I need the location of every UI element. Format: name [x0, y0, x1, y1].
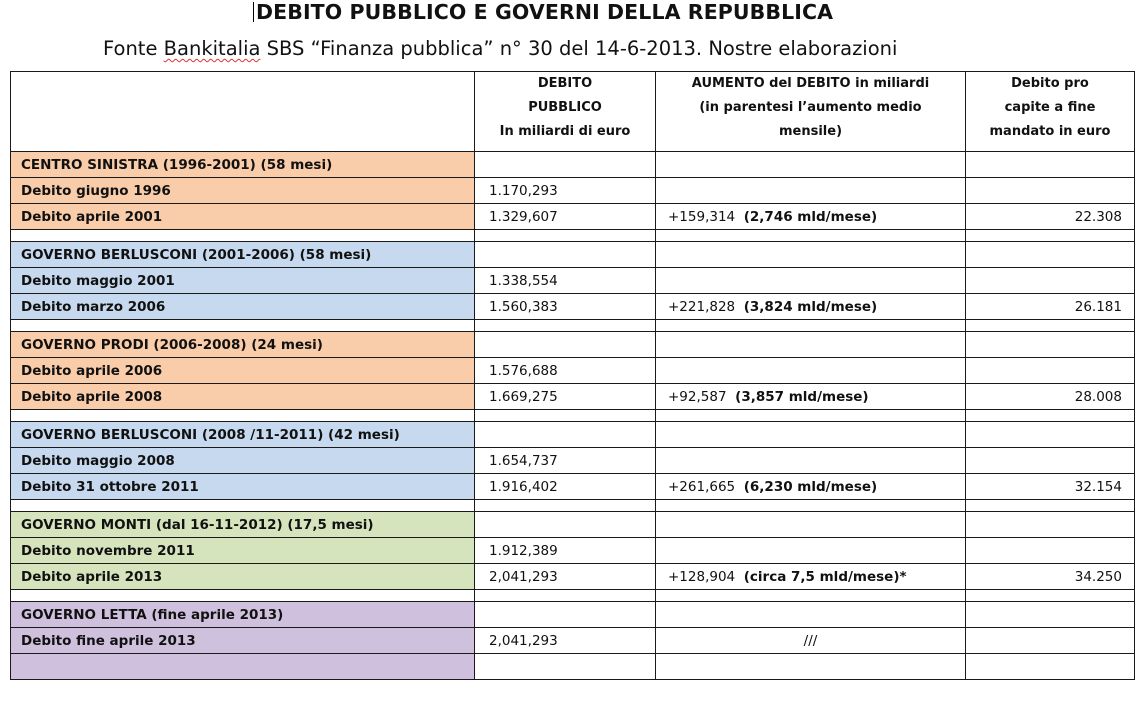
empty-cell: [475, 654, 656, 680]
period-start-row: [11, 448, 1135, 474]
per-capita-debt: 32.154: [966, 474, 1135, 500]
empty-cell: [966, 152, 1135, 178]
start-debt-value: 1.654,737: [475, 448, 656, 474]
empty-cell: [475, 152, 656, 178]
header-empty-cell: [11, 72, 475, 152]
spacer-cell: [11, 230, 475, 242]
empty-cell: [966, 178, 1135, 204]
end-label: Debito aprile 2001: [11, 204, 475, 230]
debt-increase-cell: [656, 294, 966, 320]
per-capita-debt: 28.008: [966, 384, 1135, 410]
period-start-row: [11, 178, 1135, 204]
empty-cell: [656, 152, 966, 178]
period-end-row: [11, 474, 1135, 500]
monthly-increase: (2,746 mld/mese): [743, 208, 878, 225]
empty-cell: [656, 268, 966, 294]
period-name: CENTRO SINISTRA (1996-2001) (58 mesi): [11, 152, 475, 178]
spacer-row: [11, 500, 1135, 512]
period-start-row: [11, 628, 1135, 654]
debt-increase-cell: [656, 564, 966, 590]
period-end-row: [11, 204, 1135, 230]
empty-cell: [966, 654, 1135, 680]
spacer-row: [11, 590, 1135, 602]
header-debito-pro-capite: Debito pro capite a fine mandato in euro: [966, 72, 1135, 152]
spacer-row: [11, 410, 1135, 422]
spacer-cell: [656, 590, 966, 602]
empty-cell: [966, 242, 1135, 268]
start-debt-value: 1.170,293: [475, 178, 656, 204]
spacer-row: [11, 230, 1135, 242]
end-label: Debito aprile 2013: [11, 564, 475, 590]
empty-cell: [656, 538, 966, 564]
empty-cell: [475, 332, 656, 358]
subtitle-rest: SBS “Finanza pubblica” n° 30 del 14-6-2013. Nostre elaborazioni: [260, 37, 898, 60]
empty-colored-cell: [11, 654, 475, 680]
period-header-row: [11, 512, 1135, 538]
spacer-cell: [966, 230, 1135, 242]
spacer-cell: [475, 320, 656, 332]
start-debt-value: 1.576,688: [475, 358, 656, 384]
empty-cell: [656, 422, 966, 448]
debt-increase: +92,587: [668, 388, 727, 405]
period-start-row: [11, 538, 1135, 564]
period-name: GOVERNO BERLUSCONI (2008 /11-2011) (42 mesi): [11, 422, 475, 448]
monthly-increase: (6,230 mld/mese): [743, 478, 878, 495]
empty-cell: [966, 358, 1135, 384]
spacer-cell: [966, 500, 1135, 512]
start-label: Debito novembre 2011: [11, 538, 475, 564]
spacer-cell: [656, 320, 966, 332]
empty-cell: [656, 358, 966, 384]
period-end-row: [11, 294, 1135, 320]
debt-increase: +159,314: [668, 208, 736, 225]
empty-cell: [966, 628, 1135, 654]
end-debt-value: 1.669,275: [475, 384, 656, 410]
empty-cell: [966, 448, 1135, 474]
spacer-cell: [11, 590, 475, 602]
start-debt-value: 1.338,554: [475, 268, 656, 294]
empty-cell: [475, 422, 656, 448]
monthly-increase: (circa 7,5 mld/mese)*: [743, 568, 907, 585]
end-debt-value: 2,041,293: [475, 564, 656, 590]
end-debt-value: 1.560,383: [475, 294, 656, 320]
per-capita-debt: 26.181: [966, 294, 1135, 320]
empty-cell: [966, 512, 1135, 538]
title-text: DEBITO PUBBLICO E GOVERNI DELLA REPUBBLICA: [256, 0, 834, 24]
debt-increase: +221,828: [668, 298, 736, 315]
empty-cell: [656, 602, 966, 628]
debt-increase-cell: [656, 204, 966, 230]
empty-cell: [475, 512, 656, 538]
monthly-increase: (3,824 mld/mese): [743, 298, 878, 315]
per-capita-debt: 22.308: [966, 204, 1135, 230]
header-aumento-debito: AUMENTO del DEBITO in miliardi (in parentesi l’aumento medio mensile): [656, 72, 966, 152]
start-debt-value: 1.912,389: [475, 538, 656, 564]
debt-increase-cell: [656, 384, 966, 410]
empty-cell: [656, 178, 966, 204]
spacer-cell: [475, 410, 656, 422]
empty-cell: [966, 422, 1135, 448]
spacer-cell: [656, 500, 966, 512]
empty-cell: [656, 512, 966, 538]
spacer-cell: [656, 230, 966, 242]
spacer-row: [11, 320, 1135, 332]
document-subtitle: [103, 37, 897, 60]
per-capita-debt: 34.250: [966, 564, 1135, 590]
spacer-cell: [966, 410, 1135, 422]
period-header-row: [11, 152, 1135, 178]
end-label: Debito marzo 2006: [11, 294, 475, 320]
debt-increase: +261,665: [668, 478, 736, 495]
start-label: Debito maggio 2008: [11, 448, 475, 474]
end-label: Debito aprile 2008: [11, 384, 475, 410]
spacer-cell: [11, 410, 475, 422]
spacer-cell: [11, 320, 475, 332]
debt-increase: +128,904: [668, 568, 736, 585]
empty-cell: [656, 242, 966, 268]
start-label: Debito maggio 2001: [11, 268, 475, 294]
empty-cell: [475, 242, 656, 268]
period-header-row: [11, 422, 1135, 448]
text-cursor: [253, 2, 254, 22]
empty-cell: [656, 332, 966, 358]
period-header-row: [11, 242, 1135, 268]
empty-cell: [656, 448, 966, 474]
start-label: Debito giugno 1996: [11, 178, 475, 204]
empty-cell: [656, 654, 966, 680]
final-empty-row: [11, 654, 1135, 680]
spacer-cell: [475, 500, 656, 512]
period-name: GOVERNO LETTA (fine aprile 2013): [11, 602, 475, 628]
subtitle-prefix: Fonte: [103, 37, 164, 60]
spacer-cell: [656, 410, 966, 422]
debt-increase-cell: ///: [656, 628, 966, 654]
end-label: Debito 31 ottobre 2011: [11, 474, 475, 500]
empty-cell: [966, 268, 1135, 294]
period-header-row: [11, 332, 1135, 358]
period-name: GOVERNO MONTI (dal 16-11-2012) (17,5 mesi): [11, 512, 475, 538]
document-title: [253, 0, 833, 24]
spacer-cell: [475, 590, 656, 602]
empty-cell: [966, 602, 1135, 628]
monthly-increase: (3,857 mld/mese): [735, 388, 869, 405]
debt-table: [10, 71, 1135, 680]
header-row: [11, 72, 1135, 152]
spacer-cell: [475, 230, 656, 242]
start-label: Debito fine aprile 2013: [11, 628, 475, 654]
empty-cell: [966, 332, 1135, 358]
period-header-row: [11, 602, 1135, 628]
spacer-cell: [966, 590, 1135, 602]
period-end-row: [11, 384, 1135, 410]
empty-cell: [475, 602, 656, 628]
period-start-row: [11, 358, 1135, 384]
start-label: Debito aprile 2006: [11, 358, 475, 384]
header-debito-pubblico: DEBITO PUBBLICO In miliardi di euro: [475, 72, 656, 152]
end-debt-value: 1.916,402: [475, 474, 656, 500]
subtitle-source: Bankitalia: [163, 37, 261, 60]
period-end-row: [11, 564, 1135, 590]
empty-cell: [966, 538, 1135, 564]
spacer-cell: [966, 320, 1135, 332]
end-debt-value: 1.329,607: [475, 204, 656, 230]
debt-increase-cell: [656, 474, 966, 500]
period-name: GOVERNO PRODI (2006-2008) (24 mesi): [11, 332, 475, 358]
spacer-cell: [11, 500, 475, 512]
period-start-row: [11, 268, 1135, 294]
period-name: GOVERNO BERLUSCONI (2001-2006) (58 mesi): [11, 242, 475, 268]
start-debt-value: 2,041,293: [475, 628, 656, 654]
